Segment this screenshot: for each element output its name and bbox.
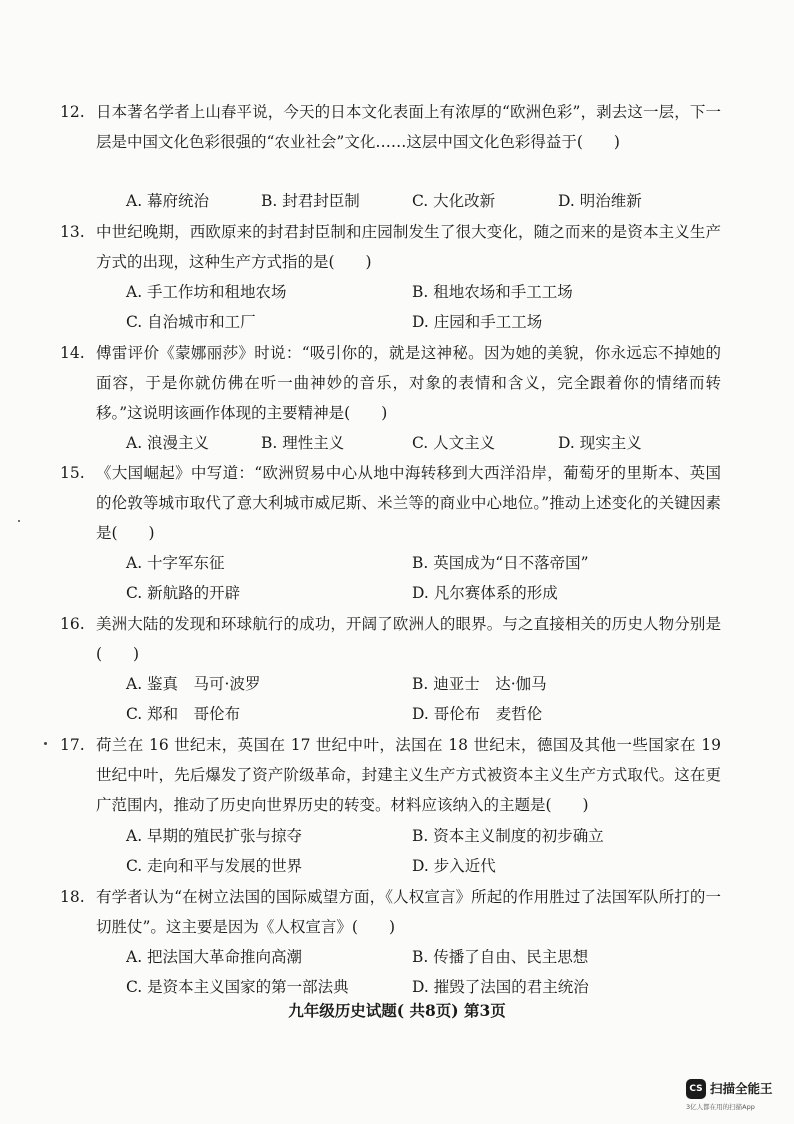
option-d: D. 现实主义 [558,434,642,452]
option-a: A. 手工作坊和租地农场 [126,283,287,301]
question-stem: 日本著名学者上山春平说，今天的日本文化表面上有浓厚的“欧洲色彩”，剥去这一层，下一层是中国文化色彩很强的“农业社会”文化……这层中国文化色彩得益于( ) [96,103,721,151]
option-a: A. 早期的殖民扩张与掠夺 [126,827,303,845]
option-c: C. 走向和平与发展的世界 [126,857,303,875]
option-d: D. 凡尔赛体系的形成 [412,584,558,602]
option-d: D. 摧毁了法国的君主统治 [412,978,589,996]
option-b: B. 英国成为“日不落帝国” [412,554,589,572]
option-d: D. 明治维新 [558,192,642,210]
watermark-name: 扫描全能王 [710,1081,773,1096]
camscanner-logo-icon: CS [686,1079,706,1099]
option-c: C. 新航路的开辟 [126,584,241,602]
option-b: B. 租地农场和手工工场 [412,283,573,301]
option-c: C. 大化改新 [412,192,496,210]
option-b: B. 资本主义制度的初步确立 [412,827,604,845]
question-stem: 傅雷评价《蒙娜丽莎》时说：“吸引你的，就是这神秘。因为她的美貌，你永远忘不掉她的面容，于是你就仿佛在听一曲神妙的音乐，对象的表情和含义，完全跟着你的情绪而转移。”这说明该画作体现的主要精神是( ) [96,344,721,422]
question-15 [60,458,721,548]
question-14-options [96,428,721,458]
scan-speck [44,742,47,745]
option-d: D. 庄园和手工工场 [412,313,543,331]
option-d: D. 哥伦布 麦哲伦 [412,705,543,723]
option-b: B. 封君封臣制 [261,192,360,210]
question-number: 12. [60,103,85,121]
option-d: D. 步入近代 [412,857,496,875]
question-12-options [96,186,721,216]
option-a: A. 十字军东征 [126,554,225,572]
question-stem: 荷兰在 16 世纪末，英国在 17 世纪中叶，法国在 18 世纪末，德国及其他一些国家在 19 世纪中叶，先后爆发了资产阶级革命，封建主义生产方式被资本主义生产方式取代。这在更广范围内，推动了历史向世界历史的转变。材料应该纳入的主题是( ) [96,736,721,814]
question-15-options [96,548,721,608]
option-b: B. 迪亚士 达·伽马 [412,675,547,693]
question-16 [60,609,721,669]
option-a: A. 浪漫主义 [126,434,210,452]
question-14 [60,338,721,428]
option-b: B. 理性主义 [261,434,345,452]
option-a: A. 把法国大革命推向高潮 [126,948,303,966]
option-a: A. 幕府统治 [126,192,210,210]
option-a: A. 鉴真 马可·波罗 [126,675,261,693]
question-13-options [96,277,721,337]
question-16-options [96,669,721,729]
question-stem: 《大国崛起》中写道：“欧洲贸易中心从地中海转移到大西洋沿岸，葡萄牙的里斯本、英国的伦敦等城市取代了意大利城市威尼斯、米兰等的商业中心地位。”推动上述变化的关键因素是( ) [96,464,721,542]
option-c: C. 人文主义 [412,434,496,452]
question-stem: 中世纪晚期，西欧原来的封君封臣制和庄园制发生了很大变化，随之而来的是资本主义生产方式的出现，这种生产方式指的是( ) [96,223,721,271]
question-number: 16. [60,615,85,633]
question-stem: 有学者认为“在树立法国的国际威望方面，《人权宣言》所起的作用胜过了法国军队所打的一切胜仗”。这主要是因为《人权宣言》( ) [96,888,721,936]
watermark-subtitle: 3亿人都在用的扫描App [686,1103,755,1111]
question-12 [60,97,721,187]
question-18 [60,882,721,942]
question-13 [60,217,721,277]
question-number: 14. [60,344,85,362]
question-number: 18. [60,888,85,906]
scanner-watermark [686,1078,786,1118]
question-number: 15. [60,464,85,482]
question-number: 17. [60,736,85,754]
scan-speck [18,520,20,522]
option-c: C. 郑和 哥伦布 [126,705,241,723]
option-c: C. 自治城市和工厂 [126,313,256,331]
option-c: C. 是资本主义国家的第一部法典 [126,978,349,996]
question-18-options [96,942,721,1002]
question-17-options [96,821,721,881]
question-number: 13. [60,223,85,241]
option-b: B. 传播了自由、民主思想 [412,948,589,966]
question-stem: 美洲大陆的发现和环球航行的成功，开阔了欧洲人的眼界。与之直接相关的历史人物分别是( ) [96,615,721,663]
page-footer: 九年级历史试题( 共8页) 第3页 [288,1001,506,1020]
question-17 [60,730,721,820]
